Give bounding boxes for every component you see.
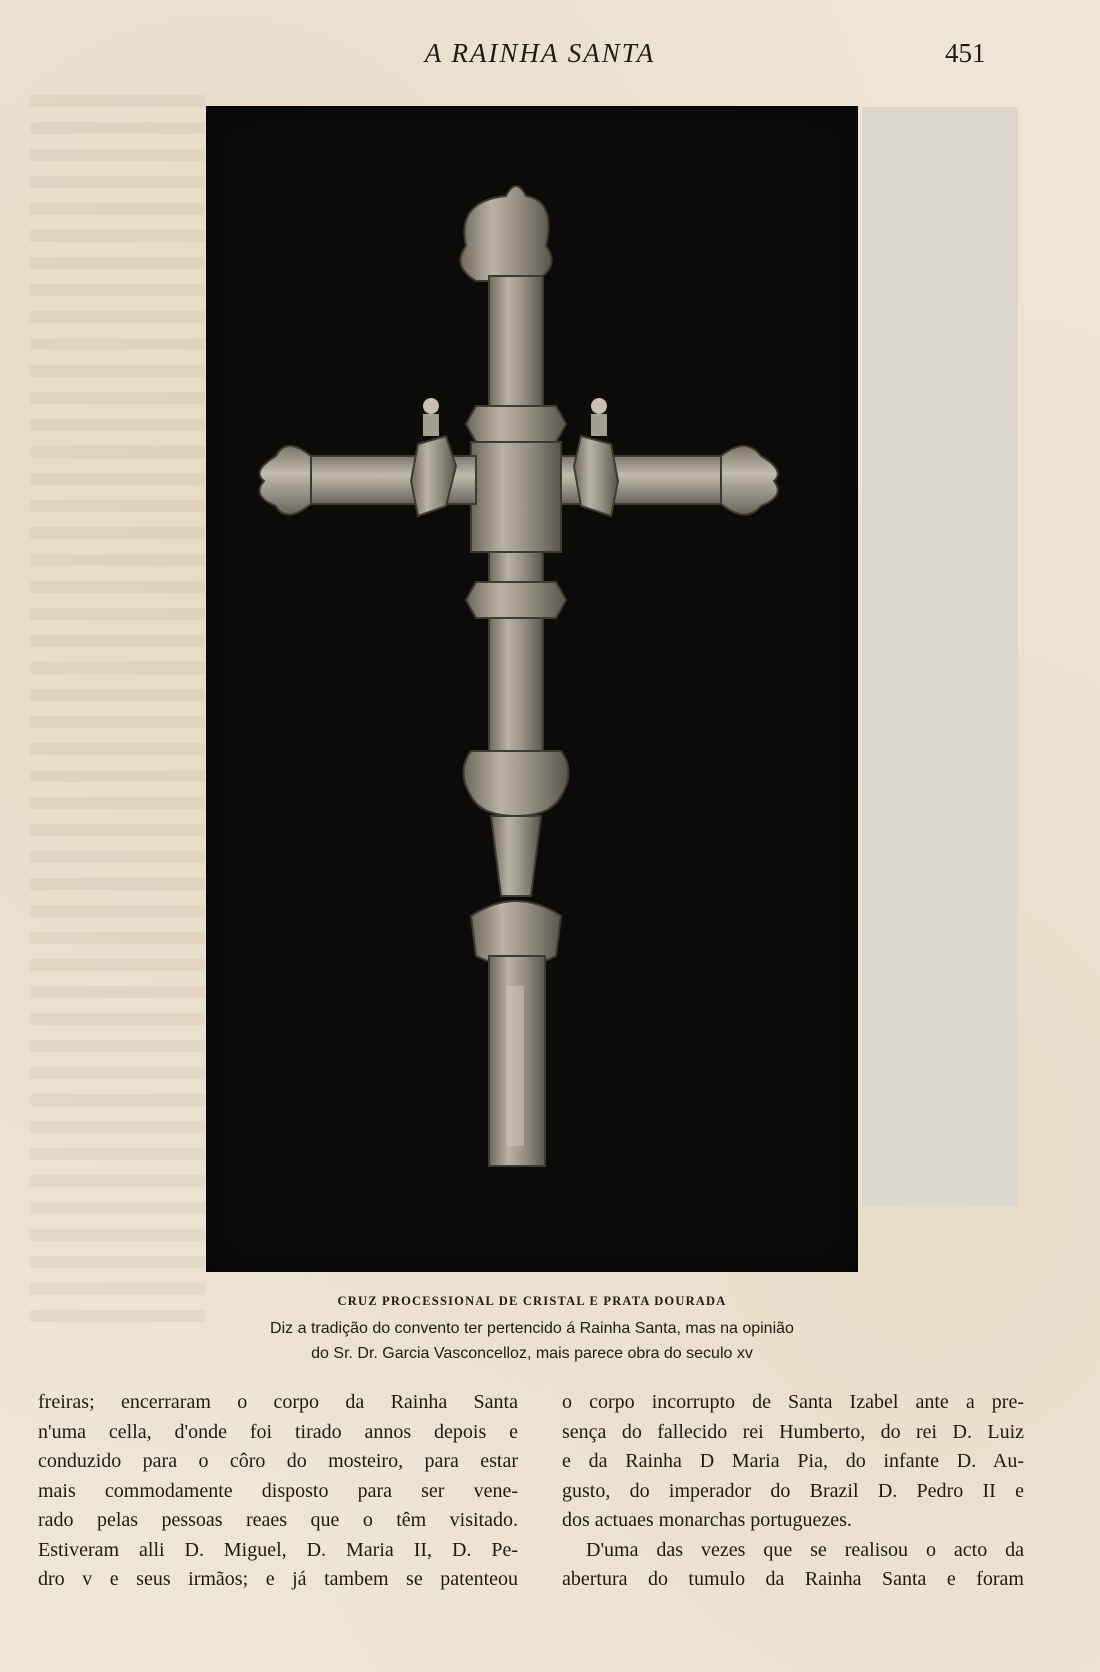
- text-line: dos actuaes monarchas portuguezes.: [562, 1509, 852, 1531]
- text-line: Estiveram alli D. Miguel, D. Maria II, D. Pe-: [38, 1538, 518, 1561]
- text-line: mais commodamente disposto para ser vene-: [38, 1479, 518, 1502]
- page-number: 451: [945, 38, 986, 68]
- text-line: conduzido para o côro do mosteiro, para estar: [38, 1450, 518, 1472]
- text-line: D'uma das vezes que se realisou o acto da: [586, 1538, 1024, 1561]
- facing-page-shadow: [862, 107, 1018, 1207]
- figure-caption-line: do Sr. Dr. Garcia Vasconcelloz, mais parece obra do seculo xv: [311, 1345, 753, 1362]
- right-text-column: [562, 1388, 1024, 1595]
- text-line: o corpo incorrupto de Santa Izabel ante a pre-: [562, 1391, 1024, 1413]
- text-line: n'uma cella, d'onde foi tirado annos depois e: [38, 1420, 518, 1443]
- left-text-column: [38, 1388, 518, 1595]
- text-line: dro v e seus irmãos; e já tambem se patenteou: [38, 1568, 518, 1590]
- figure-caption-title: CRUZ PROCESSIONAL DE CRISTAL E PRATA DOURADA: [337, 1294, 727, 1308]
- text-line: abertura do tumulo da Rainha Santa e foram: [562, 1568, 1024, 1590]
- bleed-through-text: [30, 95, 205, 1325]
- text-line: gusto, do imperador do Brazil D. Pedro II e: [562, 1479, 1024, 1502]
- text-line: e da Rainha D Maria Pia, do infante D. Au-: [562, 1450, 1024, 1472]
- text-line: freiras; encerraram o corpo da Rainha Santa: [38, 1391, 518, 1413]
- text-line: sença do fallecido rei Humberto, do rei D. Luiz: [562, 1420, 1024, 1443]
- figure-caption-line: Diz a tradição do convento ter pertencido á Rainha Santa, mas na opinião: [270, 1320, 794, 1337]
- processional-cross-image: [206, 106, 858, 1272]
- running-header-title: A RAINHA SANTA: [424, 38, 656, 68]
- cross-photograph: [206, 106, 858, 1272]
- text-line: rado pelas pessoas reaes que o têm visitado.: [38, 1509, 518, 1531]
